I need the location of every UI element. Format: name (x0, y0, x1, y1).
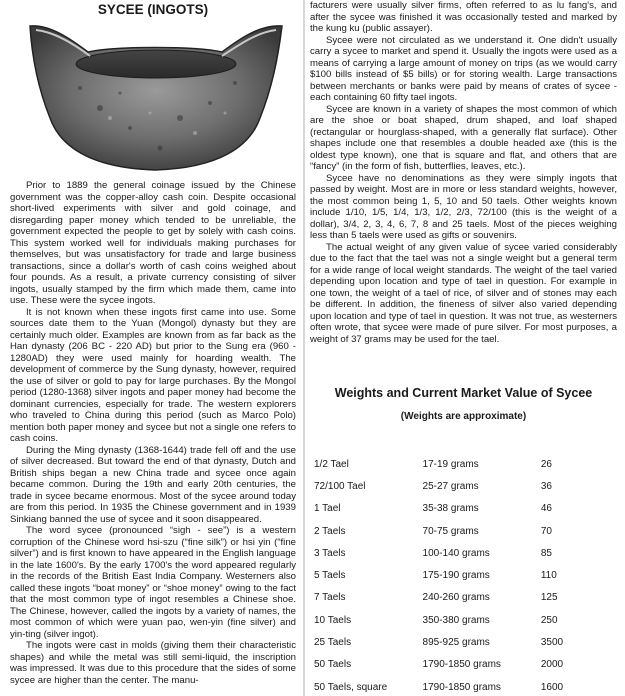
table-row (310, 475, 610, 497)
value-cell: 250 (540, 614, 558, 626)
denomination-cell: 1/2 Tael (314, 458, 349, 470)
denomination-cell: 2 Taels (314, 525, 346, 537)
denomination-cell: 1 Tael (314, 503, 341, 515)
value-cell: 26 (540, 458, 552, 470)
weight-cell: 1790-1850 grams (422, 659, 501, 671)
weight-cell: 1790-1850 grams (422, 681, 501, 693)
value-cell: 85 (540, 547, 552, 559)
table-row (310, 676, 610, 696)
denomination-cell: 3 Taels (314, 547, 346, 559)
table-row (310, 520, 610, 542)
paragraph: The word sycee (pronounced “sigh - see”) is a western corruption of the Chinese word hsi-szu (“fine silk”) or hsi yin (“fine silver”) and is first known to have appeared in the English language in the late 1600's. By the early 1700's the word appeared regularly in the records of the British East India Company. Westerners also called these ingots “boat money” or “shoe money” owing to the fact that the most common type of ingot resembles a Chinese shoe. The Chinese, however, called the ingots by a variety of names, the most common of which were yuan pao, wen-yin (fine silver) and yin-ting (silver ingot). (10, 525, 296, 640)
table-row (310, 564, 610, 586)
value-cell: 2000 (540, 659, 564, 671)
value-cell: 110 (540, 570, 557, 582)
denomination-cell: 25 Taels (314, 637, 352, 649)
value-cell: 1600 (540, 681, 564, 693)
table-row (310, 609, 610, 631)
paragraph: Sycee have no denominations as they were simply ingots that passed by weight. Most are in more or less standard weights, however, the most common being 1, 5, 10 and 50 taels. Other weights known include 1/10, 1/5, 1/4, 1/3, 1/2, 2/3, 72/100 (this is the weight of a dollar), 3/4, 2, 3, 4, 6, 7, 8 and 25 taels. Most of the pieces weighing less than 5 taels were used as gifts or souvenirs. (310, 172, 617, 241)
table-row (310, 453, 610, 475)
left-column (0, 0, 302, 696)
denomination-cell: 50 Taels (314, 659, 352, 671)
article-title: SYCEE (INGOTS) (97, 2, 209, 17)
sycee-ingot-photo (10, 18, 300, 180)
denomination-cell: 7 Taels (314, 592, 346, 604)
weight-cell: 895-925 grams (422, 637, 490, 649)
weight-cell: 17-19 grams (422, 458, 479, 470)
right-column (306, 0, 625, 696)
value-cell: 125 (540, 592, 558, 604)
weight-cell: 70-75 grams (422, 525, 479, 537)
value-cell: 36 (540, 480, 552, 492)
column-divider (303, 0, 305, 696)
right-body-text (310, 0, 617, 345)
table-row (310, 498, 610, 520)
weight-cell: 25-27 grams (422, 480, 479, 492)
paragraph: The actual weight of any given value of sycee varied considerably due to the fact that the tael was not a single weight but a general term for a wide range of local weight standards. The weight of the tael varied depending upon location and type of tael in question. For example in one town, the weight of a tael of rice, of silver and of stones may each be different. In addition, the fineness of silver also varied depending upon location and type of tael in question. It was not true, as westerners often wrote, that sycee were made of pure silver. For most purposes, a weight of 37 grams may be used for the tael. (310, 241, 617, 345)
weight-cell: 240-260 grams (422, 592, 490, 604)
weight-cell: 175-190 grams (422, 570, 490, 582)
value-cell: 70 (540, 525, 552, 537)
denomination-cell: 50 Taels, square (314, 681, 388, 693)
paragraph: During the Ming dynasty (1368-1644) trade fell off and the use of silver decreased. But toward the end of that dynasty, Dutch and British ships began a new China trade and sycee once again became common. During the 19th and early 20th centuries, the trade in sycee became enormous. Most of the sycee around today are from this period. In 1935 the Chinese government and in 1939 Sinkiang banned the use of sycee and it soon disappeared. (10, 444, 296, 525)
paragraph: The ingots were cast in molds (giving them their characteristic shapes) and while the metal was still semi-liquid, the inscription was impressed. It was due to this procedure that the sides of some sycee are higher than the center. The manu- (10, 640, 296, 686)
weights-value-table (310, 453, 610, 696)
denomination-cell: 72/100 Tael (314, 480, 366, 492)
paragraph: Sycee are known in a variety of shapes the most common of which are the shoe or boat shaped, drum shaped, and loaf shaped (rectangular or hourglass-shaped, with a generally flat surface). Other shapes include one that resembles a double headed axe (this is the oldest type known), one that is square and flat, and others that are “fancy” (in the form of fish, butterflies, leaves, etc.). (310, 103, 617, 172)
weight-cell: 35-38 grams (422, 503, 479, 515)
table-row (310, 631, 610, 653)
table-row (310, 542, 610, 564)
paragraph: It is not known when these ingots first came into use. Some sources date them to the Yuan (Mongol) dynasty but they are certainly much older. Examples are known from as far back as the Han dynasty (206 BC - 220 AD) but prior to the Sung era (960 - 1280AD) they were used mainly for hoarding wealth. The development of commerce by the Sung dynasty, however, required the use of silver or gold to pay for large purchases. By the Mongol period (1280-1368) silver ingots and paper money had become the dominant currencies, especially for trade. The western explorers who traveled to China during this period (such as Marco Polo) mention both paper money and sycee but not a single one refers to cash coins. (10, 306, 296, 444)
table-row (310, 654, 610, 676)
left-body-text (10, 180, 296, 686)
weight-cell: 100-140 grams (422, 547, 490, 559)
denomination-cell: 5 Taels (314, 570, 346, 582)
paragraph: Prior to 1889 the general coinage issued by the Chinese government was the copper-alloy cash coin. Despite occasional short-lived experiments with silver and gold coinage, and disregarding paper money which tended to be unreliable, the government expected the people to get by solely with cash coins. This system worked well for individuals making purchases for themselves, but was unsatisfactory for trade and large business transactions, since a dollar's worth of cash coins weighed about four pounds. As a result, a private currency consisting of silver ingots, usually stamped by the firm which made them, came into use. These were the sycee ingots. (10, 180, 296, 306)
table-title: Weights and Current Market Value of Sycee (334, 386, 593, 400)
paragraph: facturers were usually silver firms, often referred to as lu fang's, and after the sycee was finished it was occasionally tested and marked by the kung ku (public assayer). (310, 0, 617, 34)
value-cell: 3500 (540, 637, 564, 649)
weight-cell: 350-380 grams (422, 614, 490, 626)
table-row (310, 587, 610, 609)
denomination-cell: 10 Taels (314, 614, 352, 626)
table-subtitle: (Weights are approximate) (400, 411, 527, 422)
value-cell: 46 (540, 503, 552, 515)
paragraph: Sycee were not circulated as we understand it. One didn't usually carry a sycee to market and spend it. Usually the ingots were used as a means of carrying a large amount of money on trips (as we would carry $100 bills instead of $5 bills) or for storing wealth. Large transactions between merchants or banks were paid by means of crates of sycee - each containing 60 fifty tael ingots. (310, 34, 617, 103)
